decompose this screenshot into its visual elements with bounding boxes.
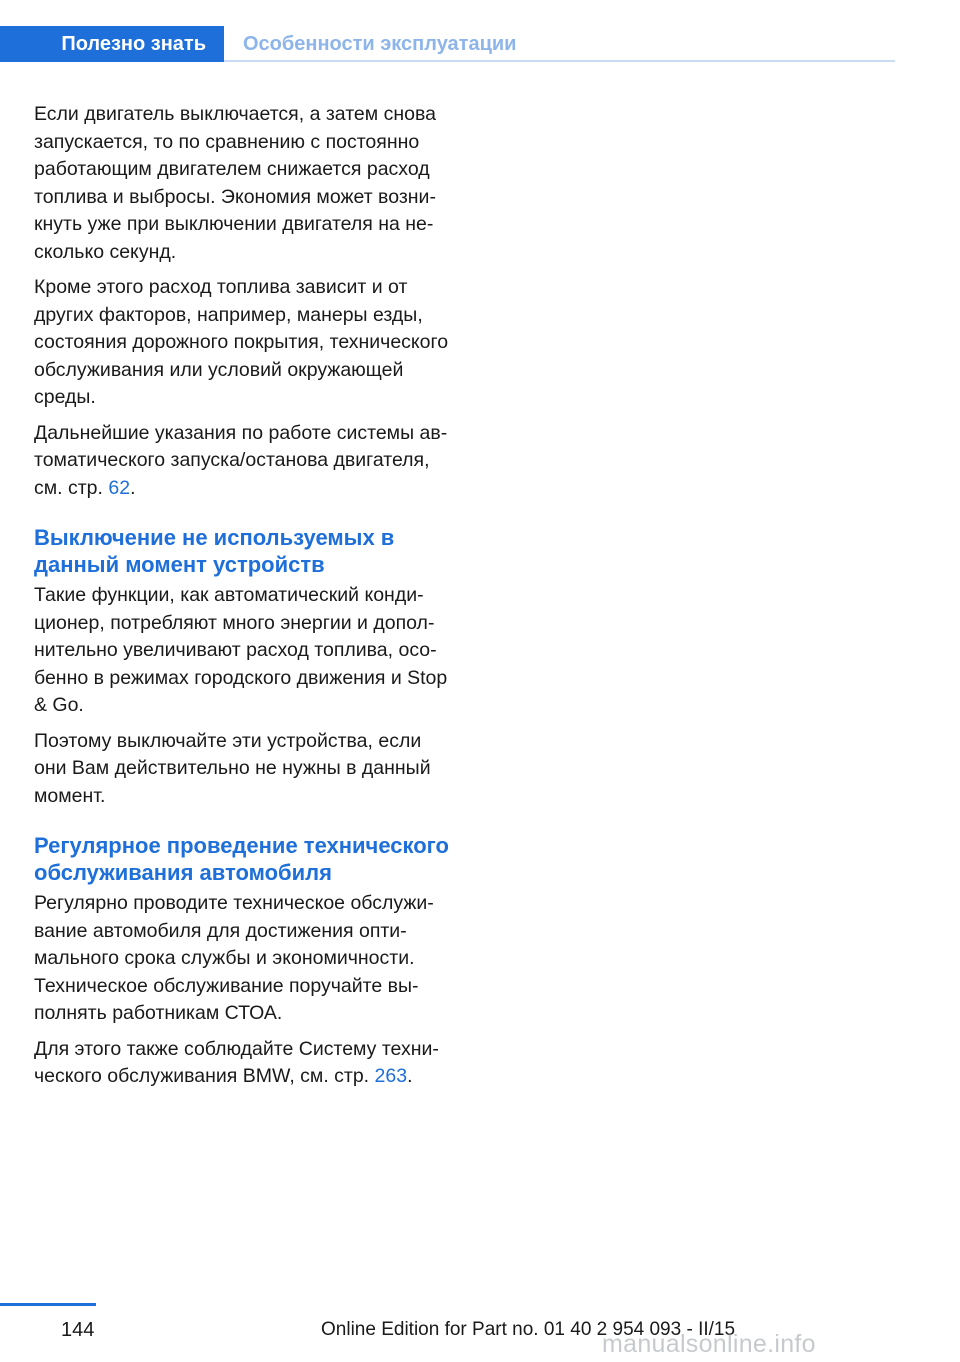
page-link-263[interactable]: 263 bbox=[374, 1065, 408, 1087]
chapter-tab[interactable]: Полезно знать bbox=[0, 26, 224, 62]
edition-info: Online Edition for Part no. 01 40 2 954 093 - II/15 bbox=[321, 1319, 736, 1340]
page-link-62[interactable]: 62 bbox=[108, 476, 131, 499]
page-number: 144 bbox=[61, 1319, 95, 1341]
paragraph-text: Для этого также соблюдайте Систему технического обслуживания BMW, см. стр. bbox=[34, 1037, 439, 1087]
header-divider bbox=[224, 60, 895, 62]
watermark: manualsonline.info bbox=[602, 1330, 816, 1358]
paragraph-text: Дальнейшие указания по работе системы автоматического запуска/останова двигателя, см. стр. bbox=[34, 421, 448, 499]
paragraph-service-system-reference bbox=[34, 1036, 454, 1091]
paragraph-fuel-factors: Кроме этого расход топлива зависит и от других факторов, например, манеры езды, состояния дорожного покрытия, технического обслуживания или условий окружающей среды. bbox=[34, 276, 449, 408]
paragraph-engine-restart: Если двигатель выключается, а затем снова запускается, то по сравнению с постоянно работающим двигателем снижается расход топлива и выбросы. Экономия может возникнуть уже при выключении двигателя на несколько секунд. bbox=[34, 103, 436, 263]
paragraph-maintenance: Регулярно проводите техническое обслуживание автомобиля для достижения оптимального срока службы и экономичности. Техническое обслуживание поручайте выполнять работникам СТОА. bbox=[34, 892, 434, 1024]
paragraph-end: . bbox=[407, 1065, 413, 1087]
paragraph-switch-off-advice: Поэтому выключайте эти устройства, если они Вам действительно не нужны в данный момент. bbox=[34, 729, 431, 807]
section-tab[interactable]: Особенности эксплуатации bbox=[243, 33, 517, 55]
paragraph-energy-consumers: Такие функции, как автоматический кондиционер, потребляют много энергии и дополнительно увеличивают расход топлива, особенно в режимах городского движения и Stop & Go. bbox=[34, 584, 448, 716]
main-content bbox=[34, 101, 454, 1099]
heading-switch-off-devices: Выключение не используемых в данный момент устройств bbox=[34, 525, 395, 577]
paragraph-start-stop-reference bbox=[34, 420, 454, 503]
page-header bbox=[0, 26, 895, 62]
heading-regular-maintenance: Регулярное проведение технического обслуживания автомобиля bbox=[34, 833, 449, 885]
footer-accent-line bbox=[0, 1303, 96, 1306]
paragraph-end: . bbox=[130, 476, 136, 499]
